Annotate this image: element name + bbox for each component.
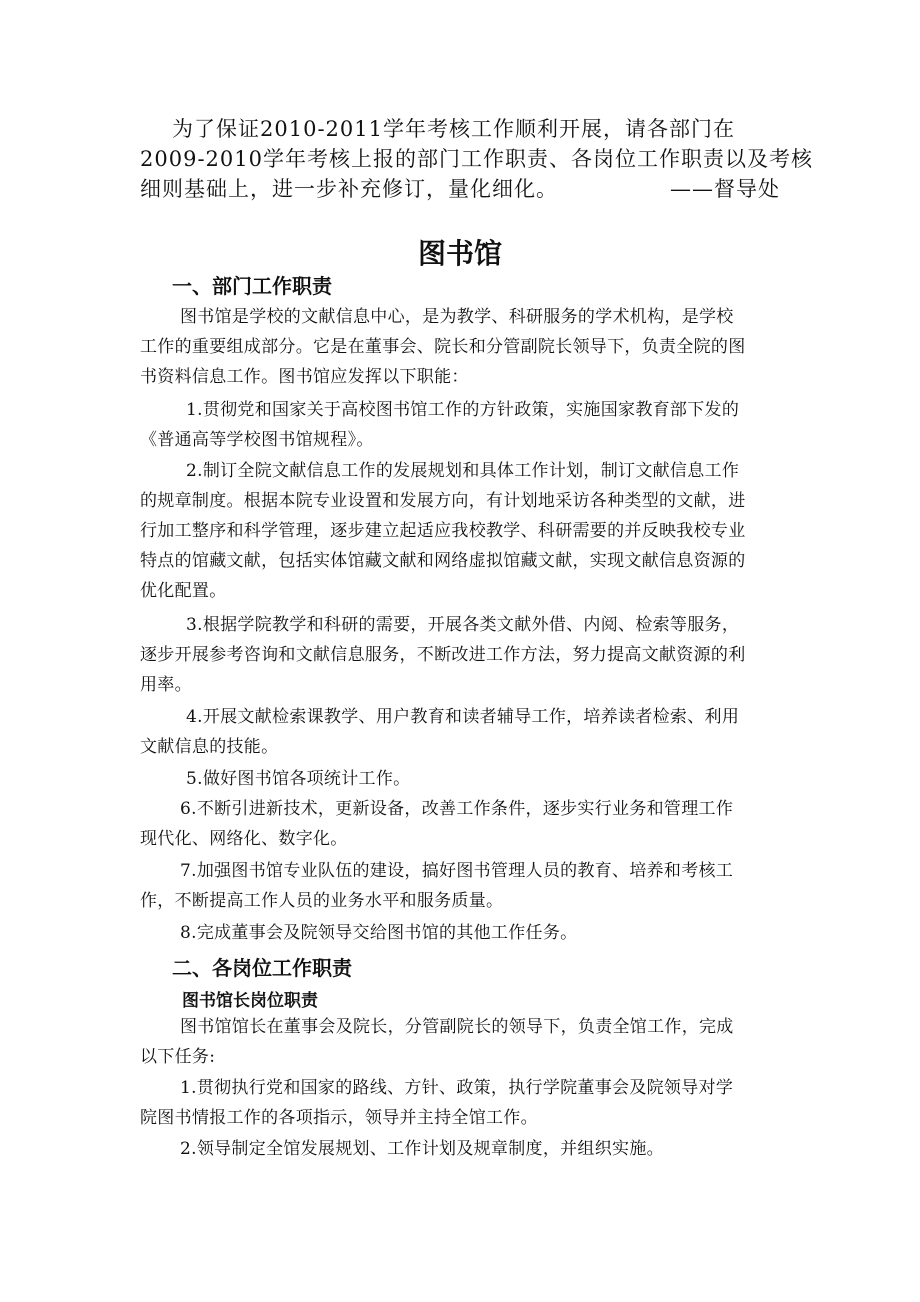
page-title: 图书馆 (417, 237, 502, 270)
intro-line-2: 2009-2010学年考核上报的部门工作职责、各岗位工作职责以及考核 (140, 147, 813, 171)
paragraph-line: 逐步开展参考咨询和文献信息服务，不断改进工作方法，努力提高文献资源的利 (140, 645, 746, 665)
paragraph-line: 5.做好图书馆各项统计工作。 (186, 769, 411, 789)
paragraph-line: 《普通高等学校图书馆规程》。 (140, 430, 374, 450)
duty-item-4 (140, 702, 780, 762)
intro-line-3 (140, 174, 780, 204)
paragraph-line: 作，不断提高工作人员的业务水平和服务质量。 (140, 891, 504, 911)
intro-department: ——督导处 (670, 177, 780, 201)
paragraph-line: 2.制订全院文献信息工作的发展规划和具体工作计划，制订文献信息工作 (186, 461, 740, 481)
paragraph-line: 3.根据学院教学和科研的需要，开展各类文献外借、内阅、检索等服务， (186, 615, 740, 635)
duty-item-1 (140, 395, 780, 455)
paragraph-line: 8.完成董事会及院领导交给图书馆的其他工作任务。 (180, 923, 578, 943)
paragraph-line: 行加工整序和科学管理，逐步建立起适应我校教学、科研需要的并反映我校专业 (140, 521, 746, 541)
paragraph-line: 1.贯彻党和国家关于高校图书馆工作的方针政策，实施国家教育部下发的 (186, 400, 740, 420)
paragraph-line: 以下任务: (140, 1047, 216, 1067)
intro-notice (140, 114, 813, 204)
duty-item-5 (140, 764, 780, 794)
intro-line-1: 为了保证2010-2011学年考核工作顺利开展，请各部门在 (172, 117, 735, 141)
paragraph-line: 图书馆馆长在董事会及院长，分管副院长的领导下，负责全馆工作，完成 (180, 1017, 734, 1037)
paragraph-line: 优化配置。 (140, 581, 227, 601)
paragraph-line: 1.贯彻执行党和国家的路线、方针、政策，执行学院董事会及院领导对学 (180, 1078, 734, 1098)
paragraph-line: 的规章制度。根据本院专业设置和发展方向，有计划地采访各种类型的文献，进 (140, 491, 746, 511)
paragraph-line: 特点的馆藏文献，包括实体馆藏文献和网络虚拟馆藏文献，实现文献信息资源的 (140, 551, 746, 571)
librarian-intro (140, 1012, 780, 1072)
paragraph-line: 院图书情报工作的各项指示，领导并主持全馆工作。 (140, 1108, 538, 1128)
section-heading-2: 二、各岗位工作职责 (172, 956, 352, 980)
intro-line-3-text: 细则基础上，进一步补充修订，量化细化。 (140, 177, 558, 201)
paragraph-line: 7.加强图书馆专业队伍的建设，搞好图书管理人员的教育、培养和考核工 (180, 861, 734, 881)
paragraph-line: 用率。 (140, 675, 192, 695)
paragraph-line: 4.开展文献检索课教学、用户教育和读者辅导工作，培养读者检索、利用 (186, 707, 740, 727)
duty-item-6 (140, 794, 780, 854)
paragraph-line: 现代化、网络化、数字化。 (140, 829, 348, 849)
paragraph-intro (140, 302, 780, 392)
librarian-duty-2 (140, 1134, 780, 1164)
paragraph-line: 工作的重要组成部分。它是在董事会、院长和分管副院长领导下，负责全院的图 (140, 337, 746, 357)
paragraph-line: 图书馆是学校的文献信息中心，是为教学、科研服务的学术机构，是学校 (180, 307, 734, 327)
section-heading-1: 一、部门工作职责 (172, 274, 332, 298)
subsection-heading: 图书馆长岗位职责 (182, 991, 318, 1011)
duty-item-8 (140, 918, 780, 948)
librarian-duty-1 (140, 1073, 780, 1133)
duty-item-2 (140, 456, 780, 606)
paragraph-line: 书资料信息工作。图书馆应发挥以下职能： (140, 367, 469, 387)
duty-item-3 (140, 610, 780, 700)
paragraph-line: 6.不断引进新技术，更新设备，改善工作条件，逐步实行业务和管理工作 (180, 799, 734, 819)
duty-item-7 (140, 856, 780, 916)
paragraph-line: 2.领导制定全馆发展规划、工作计划及规章制度，并组织实施。 (180, 1139, 664, 1159)
paragraph-line: 文献信息的技能。 (140, 737, 279, 757)
